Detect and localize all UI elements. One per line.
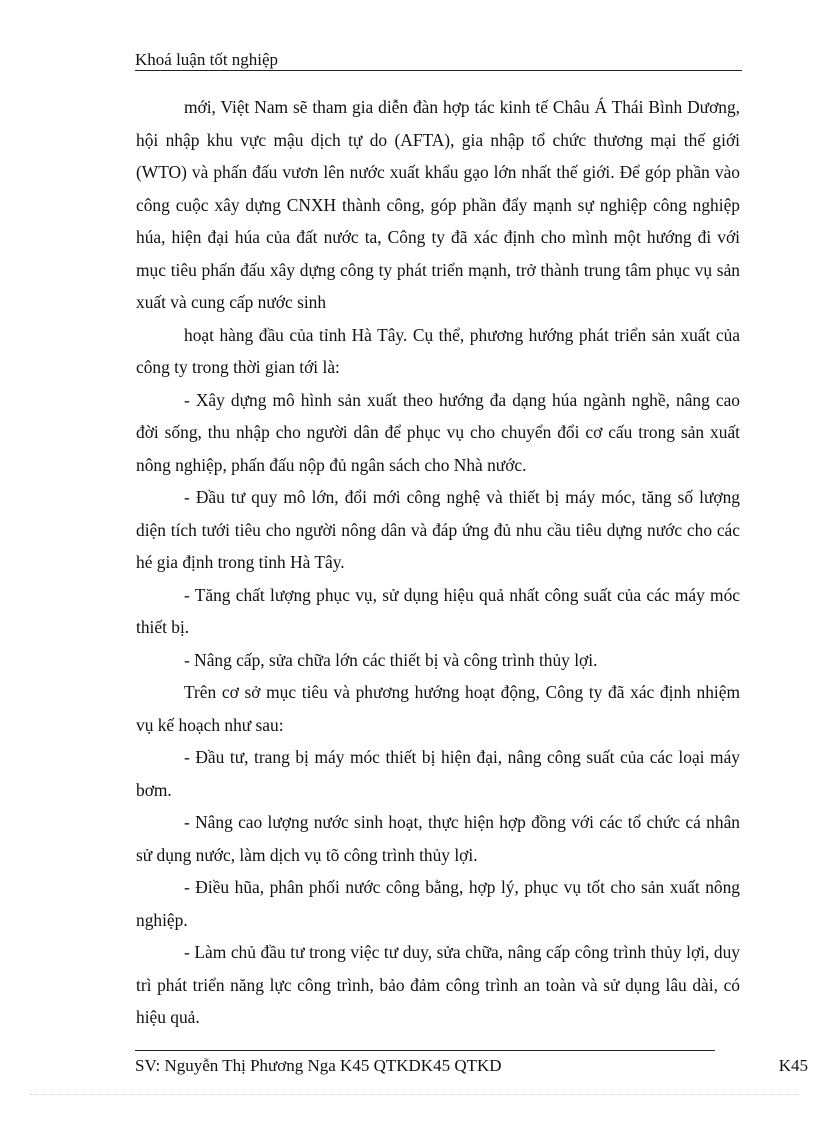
body-paragraph: - Nâng cấp, sửa chữa lớn các thiết bị và công trình thủy lợi. (184, 649, 598, 670)
body-paragraph: mới, Việt Nam sẽ tham gia diễn đàn hợp tác kinh tế Châu Á Thái Bình Dương, hội nhập khu vực mậu dịch tự do (AFTA), gia nhập tổ chức thương mại thế giới (WTO) và phấn đấu vươn lên nước xuất khẩu gạo lớn nhất thế giới. Để góp phần vào công cuộc xây dựng CNXH thành công, góp phần đẩy mạnh sự nghiệp công nghiệp húa, hiện đại húa của đất nước ta, Công ty đã xác định cho mình một hướng đi với mục tiêu phấn đấu xây dựng công ty phát triển mạnh, trở thành trung tâm phục vụ sản xuất và cung cấp nước sinh (136, 97, 740, 312)
page-header-title: Khoá luận tốt nghiệp (135, 50, 279, 69)
page-bottom-dotted-line (30, 1094, 800, 1095)
body-paragraph: - Xây dựng mô hình sản xuất theo hướng đa dạng húa ngành nghề, nâng cao đời sống, thu nhập cho người dân để phục vụ cho chuyển đổi cơ cấu trong sản xuất nông nghiệp, phấn đấu nộp đủ ngân sách cho Nhà nước. (136, 389, 740, 475)
body-paragraph: - Làm chủ đầu tư trong việc tư duy, sửa chữa, nâng cấp công trình thủy lợi, duy trì phát triển năng lực công trình, bảo đảm công trình an toàn và sử dụng lâu dài, có hiệu quả. (136, 942, 740, 1027)
footer-divider (135, 1050, 715, 1051)
header-divider (135, 70, 742, 71)
body-paragraph: - Đầu tư, trang bị máy móc thiết bị hiện đại, nâng công suất của các loại máy bơm. (136, 747, 740, 800)
body-paragraph: - Nâng cao lượng nước sinh hoạt, thực hiện hợp đồng với các tổ chức cá nhân sử dụng nước, làm dịch vụ tõ công trình thủy lợi. (136, 812, 740, 865)
footer-student-info: SV: Nguyễn Thị Phương Nga K45 QTKDK45 QTKD (135, 1056, 502, 1075)
body-paragraph: - Đầu tư quy mô lớn, đổi mới công nghệ và thiết bị máy móc, tăng số lượng diện tích tưới tiêu cho người nông dân và đáp ứng đủ nhu cầu tiêu dựng nước cho các hé gia định trong tỉnh Hà Tây. (136, 487, 740, 572)
body-paragraph: hoạt hàng đầu của tỉnh Hà Tây. Cụ thể, phương hướng phát triển sản xuất của công ty trong thời gian tới là: (136, 324, 740, 377)
footer-class-code: K45 (778, 1056, 808, 1075)
body-paragraph: - Tăng chất lượng phục vụ, sử dụng hiệu quả nhất công suất của các máy móc thiết bị. (136, 584, 740, 637)
document-body (136, 91, 740, 1034)
body-paragraph: - Điều hũa, phân phối nước công bằng, hợp lý, phục vụ tốt cho sản xuất nông nghiệp. (136, 877, 740, 930)
body-paragraph: Trên cơ sở mục tiêu và phương hướng hoạt động, Công ty đã xác định nhiệm vụ kế hoạch như sau: (136, 682, 740, 735)
